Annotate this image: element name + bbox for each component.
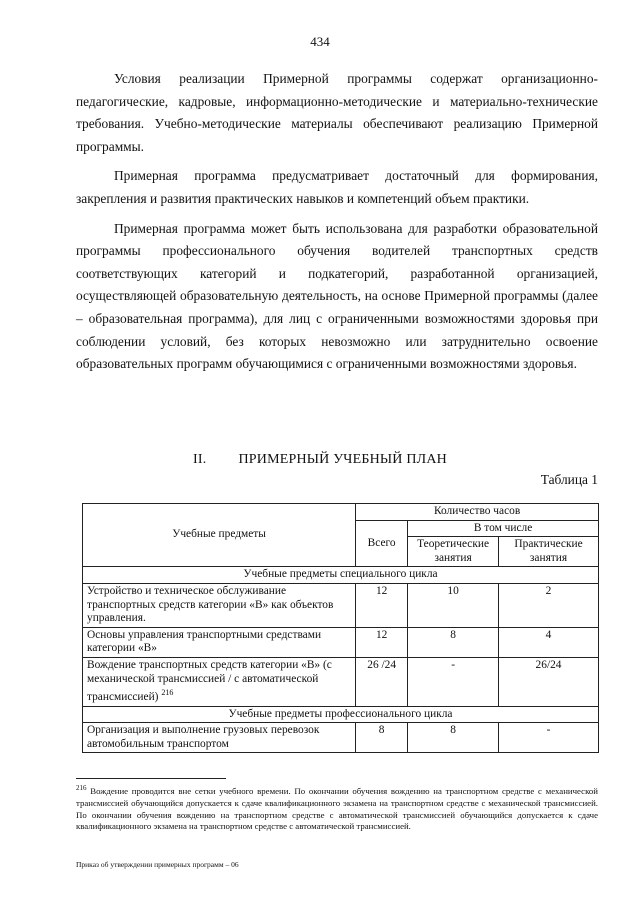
paragraph: Примерная программа может быть использована для разработки образовательной программы профессионального обучения водителей транспортных средств соответствующих категорий и подкатегорий, разработанной организацией, осуществляющей образовательную деятельность, на основе Примерной программы (далее – образовательная программа), для лиц с ограниченными возможностями здоровья при соблюдении условий, без которых невозможно или затруднительно освоение образовательных программ обучающимися с ограниченными возможностями здоровья. <box>76 220 598 372</box>
practice-cell: 2 <box>499 583 599 627</box>
theory-cell: - <box>408 657 499 706</box>
table-row <box>83 583 599 627</box>
section-title: ПРИМЕРНЫЙ УЧЕБНЫЙ ПЛАН <box>238 452 447 467</box>
footnote-ref[interactable]: 216 <box>161 688 174 698</box>
table-group-row <box>83 706 599 723</box>
header-practice: Практические занятия <box>499 537 599 567</box>
table-header-row <box>83 504 599 521</box>
header-including: В том числе <box>408 520 599 537</box>
table-row <box>83 657 599 706</box>
total-cell: 12 <box>356 583 408 627</box>
subject-cell: Организация и выполнение грузовых перевозок автомобильным транспортом <box>83 723 356 753</box>
footnote-text: Вождение проводится вне сетки учебного времени. По окончании обучения вождению на транспортном средстве с механической трансмиссией обучающийся допускается к сдаче квалификационного экзамена на транспортном средстве с механической трансмиссией. По окончании обучения вождению на транспортном средстве с автоматической трансмиссией обучающийся допускается к сдаче квалификационного экзамена на транспортном средстве с автоматической трансмиссией. <box>76 785 599 832</box>
subject-cell <box>83 657 356 706</box>
total-cell: 12 <box>356 627 408 657</box>
group-title: Учебные предметы специального цикла <box>83 567 599 584</box>
footnote <box>76 783 598 833</box>
theory-cell: 10 <box>408 583 499 627</box>
section-number: II. <box>193 452 207 467</box>
footnote-number: 216 <box>76 784 87 792</box>
practice-cell: - <box>499 723 599 753</box>
page-footer: Приказ об утверждении примерных программ – 06 <box>76 860 239 869</box>
table-row <box>83 723 599 753</box>
section-heading <box>0 452 640 468</box>
footnote-divider <box>76 778 226 779</box>
page-number: 434 <box>310 34 330 49</box>
table-caption: Таблица 1 <box>540 472 598 487</box>
header-hours: Количество часов <box>356 504 599 521</box>
study-plan-table <box>82 503 599 753</box>
total-cell: 26 /24 <box>356 657 408 706</box>
total-cell: 8 <box>356 723 408 753</box>
paragraph: Условия реализации Примерной программы содержат организационно-педагогические, кадровые, информационно-методические и материально-технические требования. Учебно-методические материалы обеспечивают реализацию Примерной программы. <box>76 71 598 154</box>
header-theory: Теоретические занятия <box>408 537 499 567</box>
table-row <box>83 627 599 657</box>
practice-cell: 26/24 <box>499 657 599 706</box>
header-total: Всего <box>356 520 408 567</box>
group-title: Учебные предметы профессионального цикла <box>83 706 599 723</box>
subject-cell: Основы управления транспортными средствами категории «В» <box>83 627 356 657</box>
header-subjects: Учебные предметы <box>83 504 356 567</box>
subject-text: Вождение транспортных средств категории «В» (с механической трансмиссией / с автоматической трансмиссией) <box>87 658 332 703</box>
theory-cell: 8 <box>408 627 499 657</box>
paragraph: Примерная программа предусматривает достаточный для формирования, закрепления и развития практических навыков и компетенций объем практики. <box>76 168 598 206</box>
practice-cell: 4 <box>499 627 599 657</box>
subject-cell: Устройство и техническое обслуживание транспортных средств категории «В» как объектов управления. <box>83 583 356 627</box>
table-group-row <box>83 567 599 584</box>
theory-cell: 8 <box>408 723 499 753</box>
body-text <box>76 68 598 383</box>
